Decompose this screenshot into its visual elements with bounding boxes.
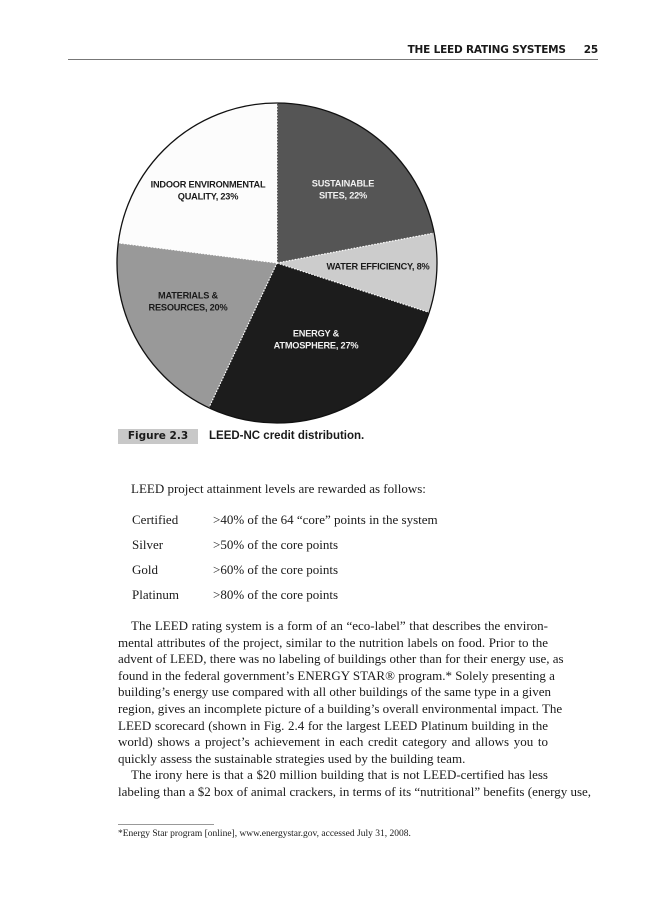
text-line: building’s energy use compared with all other buildings of the same type in a given bbox=[118, 684, 551, 700]
intro-text: LEED project attainment levels are rewarded as follows: bbox=[131, 481, 426, 496]
slice-label-line: RESOURCES, 20% bbox=[148, 302, 228, 312]
text-line: found in the federal government’s ENERGY STAR® program.* Solely presenting a bbox=[118, 667, 555, 683]
text-line: The LEED rating system is a form of an “eco-label” that describes the environ- bbox=[131, 618, 548, 633]
level-requirement: >80% of the core points bbox=[213, 587, 339, 602]
text-line: The irony here is that a $20 million building that is not LEED-certified has less bbox=[131, 767, 548, 783]
text-line: mental attributes of the project, similar to the nutrition labels on food. Prior to the bbox=[118, 634, 548, 650]
running-head-title: THE LEED RATING SYSTEMS bbox=[407, 44, 566, 56]
level-name: Gold bbox=[132, 562, 158, 577]
text-line: quickly assess the sustainable strategies used by the building team. bbox=[118, 750, 466, 766]
level-requirement: >50% of the core points bbox=[213, 537, 339, 552]
label-materials-resources bbox=[149, 291, 228, 314]
level-name: Platinum bbox=[132, 587, 179, 602]
slice-label-line: SUSTAINABLE bbox=[311, 178, 375, 189]
figure-caption: LEED-NC credit distribution. bbox=[209, 430, 365, 442]
slice-label-line: QUALITY, 23% bbox=[177, 191, 239, 201]
footnote-rule bbox=[118, 824, 214, 825]
level-requirement: >40% of the 64 “core” points in the system bbox=[213, 512, 438, 527]
slice-label-line: MATERIALS & bbox=[158, 290, 218, 301]
text-line: region, gives an incomplete picture of a building’s overall environmental impact. The bbox=[118, 701, 563, 716]
text-line: world) shows a project’s achievement in each credit category and allows you to bbox=[118, 734, 548, 750]
label-energy-atmosphere bbox=[274, 329, 359, 352]
label-indoor-environmental-quality bbox=[151, 180, 266, 203]
level-requirement: >60% of the core points bbox=[213, 562, 339, 577]
slice-label-line: INDOOR ENVIRONMENTAL bbox=[150, 179, 266, 190]
page-number: 25 bbox=[583, 44, 598, 56]
level-name: Silver bbox=[132, 537, 164, 552]
text-line: advent of LEED, there was no labeling of buildings other than for their energy use, as bbox=[118, 651, 564, 667]
label-sustainable-sites bbox=[312, 179, 374, 202]
slice-label-line: ENERGY & bbox=[292, 328, 340, 339]
slice-label-line: WATER EFFICIENCY, 8% bbox=[326, 261, 430, 272]
text-line: labeling than a $2 box of animal crackers, in terms of its “nutritional” benefits (energy use, bbox=[118, 784, 592, 799]
level-name: Certified bbox=[132, 512, 179, 527]
figure-number: Figure 2.3 bbox=[118, 429, 198, 444]
footnote: *Energy Star program [online], www.energystar.gov, accessed July 31, 2008. bbox=[118, 829, 411, 839]
slice-label-line: ATMOSPHERE, 27% bbox=[273, 340, 359, 350]
slice-label-line: SITES, 22% bbox=[318, 190, 368, 200]
label-water-efficiency bbox=[326, 261, 429, 273]
text-line: LEED scorecard (shown in Fig. 2.4 for the largest LEED Platinum building in the bbox=[118, 717, 548, 733]
